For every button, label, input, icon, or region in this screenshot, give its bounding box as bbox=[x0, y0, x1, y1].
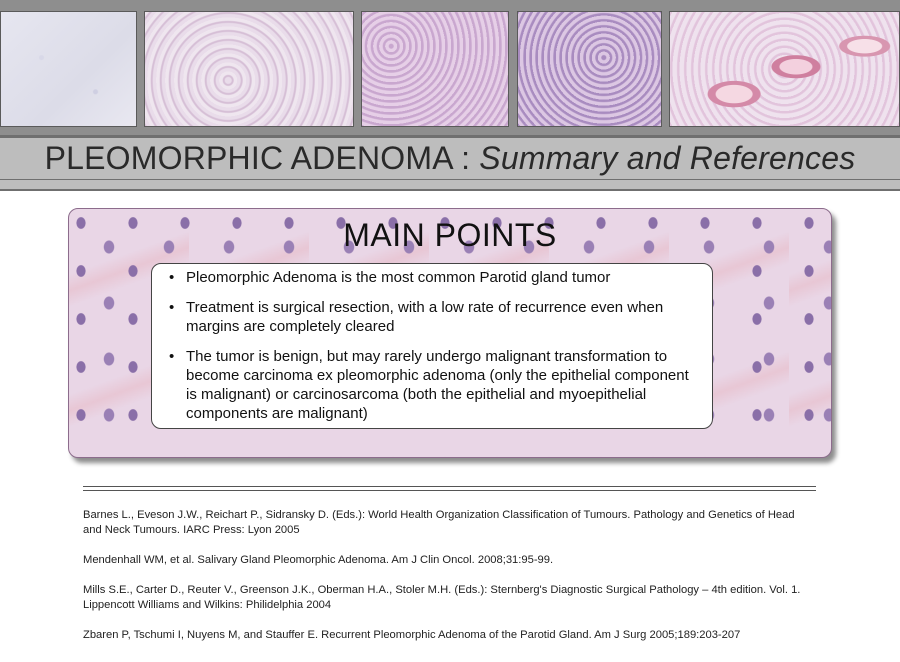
histology-thumbnail-1 bbox=[0, 11, 137, 127]
references-list bbox=[83, 508, 816, 658]
reference-item: Mills S.E., Carter D., Reuter V., Greenson J.K., Oberman H.A., Stoler M.H. (Eds.): Sternberg's Diagnostic Surgical Pathology – 4th edition. Vol. 1. Lippencott Williams and Wilkins: Philidelphia 2004 bbox=[83, 584, 801, 611]
references-divider-bottom bbox=[83, 490, 816, 491]
references-divider-top bbox=[83, 486, 816, 487]
page-title-italic: Summary and References bbox=[479, 140, 856, 176]
histology-thumbnail-3 bbox=[361, 11, 509, 127]
histology-thumbnail-2 bbox=[144, 11, 354, 127]
main-points-list bbox=[166, 268, 698, 423]
main-point-item: • Treatment is surgical resection, with a low rate of recurrence even when margins are completely cleared bbox=[186, 298, 698, 336]
main-points-box bbox=[151, 263, 713, 429]
histology-thumbnail-5 bbox=[669, 11, 900, 127]
title-divider bbox=[0, 179, 900, 180]
reference-item: Mendenhall WM, et al. Salivary Gland Pleomorphic Adenoma. Am J Clin Oncol. 2008;31:95-99. bbox=[83, 554, 554, 566]
main-point-item: • The tumor is benign, but may rarely undergo malignant transformation to become carcinoma ex pleomorphic adenoma (only the epithelial component is malignant) or carcinosarcoma (both the epithelial and myoepithelial components are malignant) bbox=[186, 347, 698, 423]
histology-thumbnail-4 bbox=[517, 11, 662, 127]
page-title bbox=[0, 140, 900, 177]
histology-image-strip bbox=[0, 0, 900, 135]
reference-item: Barnes L., Eveson J.W., Reichart P., Sidransky D. (Eds.): World Health Organization Classification of Tumours. Pathology and Genetics of Head and Neck Tumours. IARC Press: Lyon 2005 bbox=[83, 509, 795, 536]
reference-item: Zbaren P, Tschumi I, Nuyens M, and Stauffer E. Recurrent Pleomorphic Adenoma of the Parotid Gland. Am J Surg 2005;189:203-207 bbox=[83, 629, 741, 641]
main-point-item: • Pleomorphic Adenoma is the most common Parotid gland tumor bbox=[186, 268, 698, 287]
page-title-main: PLEOMORPHIC ADENOMA : bbox=[44, 140, 480, 176]
main-points-heading: MAIN POINTS bbox=[343, 217, 557, 253]
